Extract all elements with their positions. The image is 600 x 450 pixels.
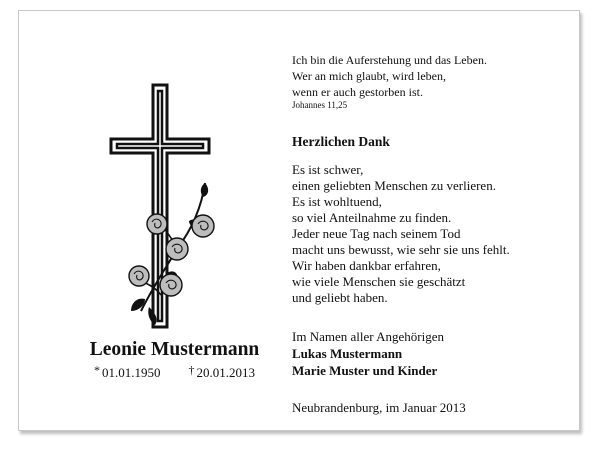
- thanks-heading: Herzlichen Dank: [292, 134, 390, 149]
- verse-line: wenn er auch gestorben ist.: [292, 85, 423, 99]
- signature-intro: Im Namen aller Angehörigen: [292, 329, 444, 344]
- verse-line: Ich bin die Auferstehung und das Leben.: [292, 53, 487, 67]
- text-line: und geliebt haben.: [292, 290, 388, 305]
- text-line: Wir haben dankbar erfahren,: [292, 258, 441, 273]
- text-column: [292, 52, 577, 416]
- bible-verse: [292, 52, 577, 110]
- place-and-date: Neubrandenburg, im Januar 2013: [292, 400, 466, 415]
- cross-with-roses-icon: [97, 83, 227, 329]
- obituary-card: [18, 10, 580, 431]
- verse-line: Wer an mich glaubt, wird leben,: [292, 69, 446, 83]
- birth-symbol: *: [94, 363, 100, 377]
- birth-date: [94, 365, 161, 381]
- signature-block: [292, 328, 577, 379]
- verse-reference: Johannes 11,25: [292, 100, 348, 110]
- text-line: wie viele Menschen sie geschätzt: [292, 274, 466, 289]
- text-line: einen geliebten Menschen zu verlieren.: [292, 178, 496, 193]
- life-dates: [47, 365, 302, 381]
- text-line: Jeder neue Tag nach seinem Tod: [292, 226, 461, 241]
- text-line: macht uns bewusst, wie sehr sie uns fehlt.: [292, 242, 510, 257]
- birth-date-value: 01.01.1950: [102, 365, 161, 380]
- signature-name: Lukas Mustermann: [292, 346, 403, 361]
- death-symbol: †: [188, 363, 195, 377]
- thanks-text: [292, 162, 577, 306]
- signature-name: Marie Muster und Kinder: [292, 363, 438, 378]
- death-date: [189, 365, 256, 381]
- deceased-name: Leonie Mustermann: [89, 339, 260, 360]
- text-line: so viel Anteilnahme zu finden.: [292, 210, 452, 225]
- death-date-value: 20.01.2013: [196, 365, 255, 380]
- text-line: Es ist wohltuend,: [292, 194, 382, 209]
- text-line: Es ist schwer,: [292, 162, 364, 177]
